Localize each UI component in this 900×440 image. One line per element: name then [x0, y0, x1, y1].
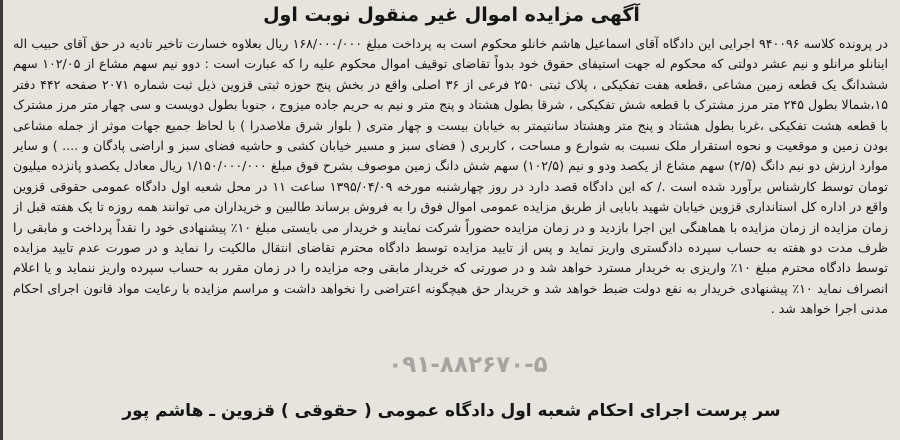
notice-footer-signature: سر پرست اجرای احکام شعبه اول دادگاه عمومی ( حقوقی ) قزوین ـ هاشم پور [122, 401, 781, 421]
phone-watermark: ۰۹۱-۸۸۲۶۷۰-۵ [388, 352, 548, 378]
notice-title: آگهی مزایده اموال غیر منقول نوبت اول [263, 4, 640, 26]
notice-body-text: در پرونده کلاسه ۹۴۰۰۹۶ اجرایی این دادگاه آقای اسماعیل هاشم خانلو محکوم است به پرداخت مبلغ ۱۶۸/۰۰۰/۰۰۰ ریال بعلاوه خسارت تاخیر تادیه در حق آقای حبیب اله اینانلو مرانلو و نیم عشر دولتی که محکوم له جهت استیفای حقوق خود بدواً تقاضای توقیف اموال محکوم علیه را که عبارت است : دوو نیم سهم مشاع از ۱۰۲/۰۵ سهم ششدانگ یک قطعه زمین مشاعی ،قطعه هفت تفکیکی ، پلاک ثبتی ۲۵۰ فرعی از ۳۶ اصلی واقع در بخش پنج حوزه ثبتی قزوین ذیل ثبت شماره ۲۰۷۱ صفحه ۴۴۲ دفتر ۱۵،شمالا بطول ۲۴۵ متر مرز مشترک با قطعه شش تفکیکی ، شرقا بطول هشتاد و پنج متر و نیم به حریم جاده میزوج ، جنوبا بطول دویست و سی چهار متر مرز مشترک با قطعه هشت تفکیکی ،غربا بطول هشتاد و پنج متر وهشتاد سانتیمتر به خیابان بیست و چهار متری ( بلوار شرق ملاصدرا ) با لحاظ جمیع جهات موثر از جمله مشاعی بودن زمین و موقعیت و نحوه استقرار ملک نسبت به شوارع و مساحت ، کاربری ( فضای سبز و مسیر خیابان کشی و حاشیه فضای سبز و اراضی پادگان و .... ) و سایر موارد ارزش دو نیم دانگ (۲/۵) سهم مشاع از یکصد ودو و نیم (۱۰۲/۵) سهم شش دانگ زمین موصوف بشرح فوق مبلغ ۱/۱۵۰/۰۰۰/۰۰۰ ریال معادل یکصدو پانزده میلیون تومان توسط کارشناس برآورد شده است ./ که این دادگاه قصد دارد در روز چهارشنبه مورخه ۱۳۹۵/۰۴/۰۹ ساعت ۱۱ در محل شعبه اول دادگاه عمومی حقوقی قزوین واقع در اداره کل استانداری قزوین خیابان شهید بابایی از طریق مزایده عمومی اموال فوق را به فروش برساند طالبین و خریداران می توانند همه روزه تا یک هفته قبل از زمان مزایده از زمان مزایده با هماهنگی این اجرا بازدید و در زمان مزایده حضوراً شرکت نمایند و خریدار می بایستی مبلغ ۱۰٪ پیشنهادی خود را نقداً پرداخت و مابقی را ظرف مدت دو هفته به حساب سپرده دادگستری واریز نماید و پس از تایید مزایده توسط دادگاه محترم تقاضای انتقال مالکیت را نماید و در صورت عدم تایید مزایده توسط دادگاه محترم مبلغ ۱۰٪ واریزی به خریدار مسترد خواهد شد و در صورتی که خریدار مابقی وجه مزایده را در زمان مقرر به حساب سپرده واریز ننماید و یا اعلام انصراف نماید ۱۰٪ پیشنهادی خریدار به نفع دولت ضبط خواهد شد و خریدار حق هیچگونه اعتراضی را نخواهد داشت و مراسم مزایده با رعایت مواد قانون اجرای احکام مدنی اجرا خواهد شد . [13, 36, 888, 317]
notice-body [13, 34, 888, 364]
